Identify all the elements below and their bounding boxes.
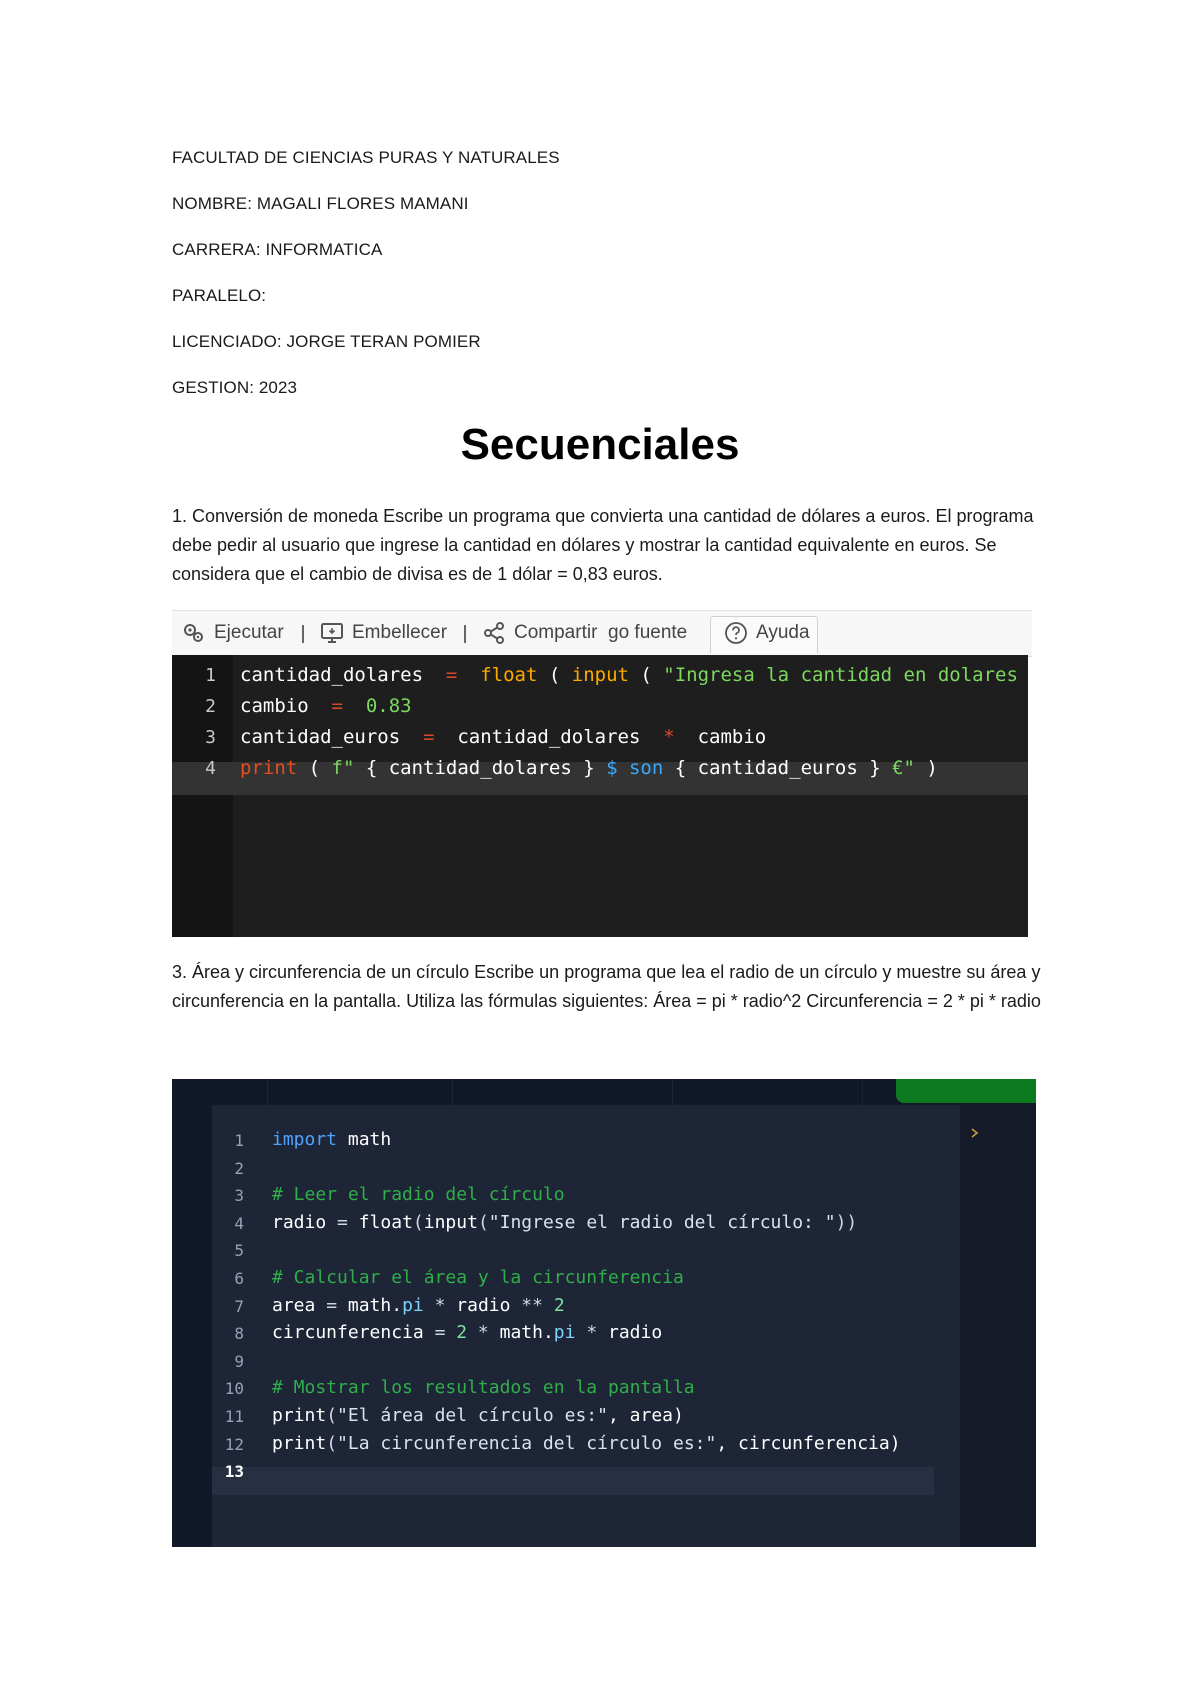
monitor-icon: [320, 621, 344, 645]
prompt-icon: [970, 1127, 980, 1139]
toolbar-divider: [464, 625, 466, 643]
code-token: $ son: [606, 757, 664, 779]
code-token: *: [423, 1294, 457, 1316]
line-number: 4: [205, 758, 216, 779]
run-button[interactable]: [182, 619, 284, 647]
code-token: )): [835, 1211, 858, 1233]
code-token: cambio: [697, 726, 767, 748]
editor-toolbar: [172, 610, 1032, 657]
code-token: 2: [553, 1294, 565, 1316]
code-token: cantidad_euros: [240, 726, 401, 748]
code-token: radio: [272, 1211, 338, 1233]
code-token: "El área del círculo es:": [337, 1405, 608, 1426]
run-label: Ejecutar: [214, 622, 284, 643]
code-token: =: [326, 1294, 348, 1316]
line-number: 1: [234, 1131, 244, 1150]
run-button[interactable]: [896, 1079, 1036, 1103]
code-token: area: [272, 1294, 327, 1316]
line-number: 13: [224, 1462, 244, 1482]
grid-line: [672, 1079, 673, 1105]
code-token: radio: [608, 1322, 663, 1344]
question-icon: [724, 621, 748, 645]
code-token: **: [521, 1294, 554, 1316]
code-token: "Ingresa la cantidad en dolares: [663, 664, 1018, 686]
teacher-line: LICENCIADO: JORGE TERAN POMIER: [172, 332, 481, 351]
faculty-line: FACULTAD DE CIENCIAS PURAS Y NATURALES: [172, 148, 560, 167]
code-line: [240, 664, 1018, 686]
line-number: 9: [234, 1351, 244, 1371]
code-line: [272, 1377, 695, 1398]
code-token: (: [412, 1211, 424, 1233]
code-line: [272, 1267, 684, 1288]
code-line: [272, 1184, 565, 1205]
code-token: €": [892, 757, 915, 779]
code-token: pi: [402, 1294, 424, 1316]
code-token: , area): [607, 1405, 684, 1426]
code-token: math.: [347, 1294, 403, 1316]
code-token: (: [537, 664, 572, 686]
code-token: { cantidad_dolares }: [354, 757, 607, 779]
beautify-label: Embellecer: [352, 622, 448, 643]
gears-icon: [182, 621, 206, 645]
code-token: print: [240, 757, 298, 779]
line-number: 6: [234, 1269, 244, 1288]
code-token: =: [434, 1322, 457, 1344]
line-number: 7: [234, 1296, 244, 1316]
beautify-button[interactable]: [320, 619, 447, 647]
code-token: *: [467, 1322, 500, 1344]
line-number: 2: [205, 696, 216, 717]
exercise-1-text: 1. Conversión de moneda Escribe un programa que convierta una cantidad de dólares a euros. El programa debe pedir al usuario que ingrese la cantidad en dólares y mostrar la cantidad equivalente en euros. Se considera que el cambio de divisa es de 1 dólar = 0,83 euros.: [172, 506, 1034, 584]
code-token: 0.83: [365, 695, 412, 717]
code-token: =: [423, 664, 481, 686]
output-pane: [960, 1105, 1036, 1547]
grid-line: [267, 1079, 268, 1105]
code-token: math: [337, 1129, 392, 1150]
code-line: [272, 1129, 391, 1150]
code-editor-2: [172, 1079, 1036, 1547]
code-token: cambio: [240, 695, 309, 717]
code-token: cantidad_dolares: [457, 726, 641, 748]
code-token: print: [272, 1405, 327, 1426]
code-token: (: [477, 1211, 489, 1233]
line-number: 8: [234, 1324, 244, 1344]
parallel-line: PARALELO:: [172, 286, 267, 305]
line-number: 4: [234, 1213, 244, 1233]
code-token: float: [358, 1211, 413, 1233]
exercise-3-text: 3. Área y circunferencia de un círculo Escribe un programa que lea el radio de un círculo y muestre su área y circunferencia en la pantalla. Utiliza las fórmulas siguientes: Área = pi * radio^2 Circunferencia = 2 * pi * radio: [172, 962, 1041, 1011]
code-token: cantidad_dolares: [240, 664, 424, 686]
code-token: f": [331, 757, 355, 779]
active-line-highlight: [212, 1467, 934, 1495]
code-token: *: [575, 1322, 608, 1344]
code-token: =: [400, 726, 458, 748]
code-token: (: [326, 1432, 338, 1454]
code-token: # Mostrar los resultados en la pantalla: [272, 1377, 695, 1399]
student-name-line: NOMBRE: MAGALI FLORES MAMANI: [172, 194, 469, 213]
share-button[interactable]: [482, 619, 597, 647]
code-line: [240, 695, 412, 717]
line-number: 3: [234, 1186, 244, 1206]
code-token: *: [640, 726, 698, 748]
line-number: 3: [205, 727, 216, 748]
share-label: Compartir: [514, 622, 598, 643]
code-token: print: [272, 1432, 327, 1454]
line-number: 12: [224, 1434, 244, 1454]
code-editor-1: [172, 603, 1032, 937]
code-line: [272, 1433, 901, 1454]
line-number: 10: [224, 1379, 244, 1399]
code-token: "Ingrese el radio del círculo: ": [488, 1211, 836, 1233]
code-token: (: [628, 664, 664, 686]
code-line: [272, 1295, 565, 1316]
code-area[interactable]: [172, 655, 1028, 937]
code-line: [240, 726, 766, 748]
code-token: "La circunferencia del círculo es:": [337, 1432, 717, 1454]
line-number: 5: [234, 1241, 244, 1261]
share-icon: [482, 621, 506, 645]
code-line: [272, 1212, 857, 1233]
source-label: go fuente: [608, 622, 688, 643]
code-token: # Calcular el área y la circunferencia: [272, 1267, 684, 1288]
code-token: import: [272, 1129, 338, 1150]
section-title: Secuenciales: [460, 420, 740, 469]
code-token: math.: [499, 1322, 554, 1344]
code-token: radio: [456, 1294, 522, 1316]
code-token: (: [297, 757, 332, 779]
code-token: ): [914, 757, 938, 779]
grid-line: [862, 1079, 863, 1105]
code-line: [272, 1322, 662, 1343]
year-line: GESTION: 2023: [172, 378, 298, 397]
code-token: pi: [553, 1322, 576, 1344]
code-token: input: [423, 1211, 478, 1233]
line-number: 1: [205, 665, 216, 686]
grid-line: [452, 1079, 453, 1105]
code-line: [240, 757, 938, 779]
code-token: (: [326, 1405, 338, 1426]
code-token: 2: [456, 1322, 468, 1344]
toolbar-divider: [302, 625, 304, 643]
code-token: { cantidad_euros }: [663, 757, 893, 779]
help-button[interactable]: [724, 619, 810, 647]
code-token: =: [308, 695, 366, 717]
line-number: 2: [234, 1158, 244, 1178]
help-label: Ayuda: [756, 622, 810, 643]
code-token: =: [337, 1211, 359, 1233]
code-token: input: [571, 664, 629, 686]
code-line: [272, 1405, 684, 1426]
source-code-tab[interactable]: [608, 619, 687, 647]
code-token: circunferencia: [272, 1322, 435, 1344]
code-token: # Leer el radio del círculo: [272, 1184, 565, 1206]
code-token: float: [480, 664, 538, 686]
code-token: , circunferencia): [716, 1432, 901, 1454]
line-number: 11: [224, 1407, 244, 1426]
career-line: CARRERA: INFORMATICA: [172, 240, 383, 259]
